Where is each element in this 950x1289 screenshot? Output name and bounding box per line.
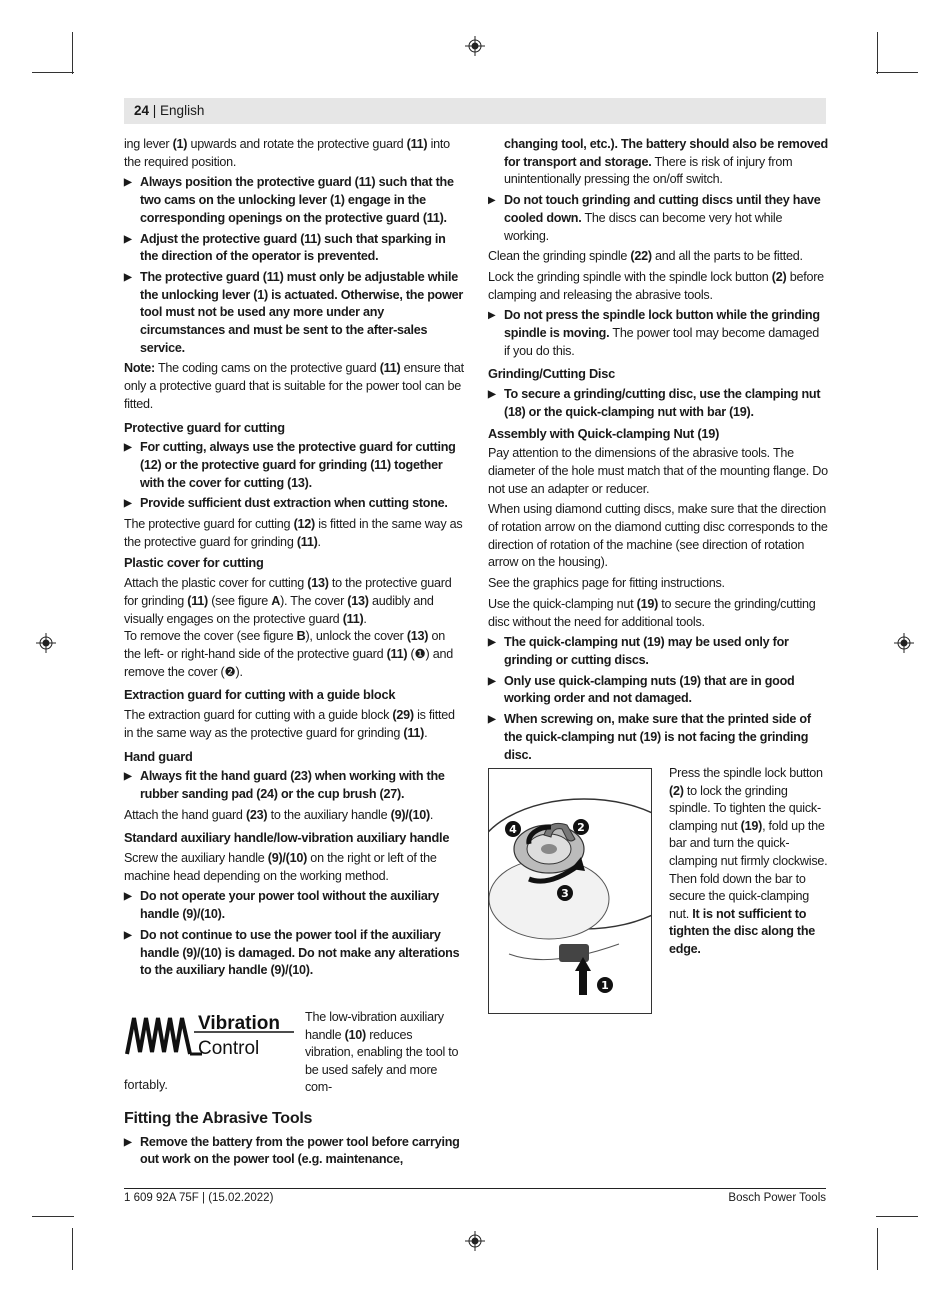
heading-assembly-quick-clamping: Assembly with Quick-clamping Nut (19) xyxy=(488,425,720,441)
intro-paragraph: ing lever (1) upwards and rotate the protective guard (11) into the required position. xyxy=(124,137,450,169)
crop-mark xyxy=(876,1216,918,1217)
heading-protective-guard-cutting: Protective guard for cutting xyxy=(124,419,285,435)
footer-rule xyxy=(124,1188,826,1189)
safety-bullet: ▶ Remove the battery from the power tool before carrying out work on the power tool (e.g. maintenance, xyxy=(124,1134,464,1169)
crop-mark xyxy=(877,1228,878,1270)
safety-bullet: ▶ Provide sufficient dust extraction when cutting stone. xyxy=(124,495,464,513)
header-separator: | xyxy=(149,103,161,118)
safety-bullet: ▶ The quick-clamping nut (19) may be used only for grinding or cutting discs. xyxy=(488,634,828,669)
page-header-band xyxy=(124,98,826,124)
footer-document-number: 1 609 92A 75F | (15.02.2022) xyxy=(124,1192,274,1204)
safety-bullet: ▶ To secure a grinding/cutting disc, use the clamping nut (18) or the quick-clamping nut with bar (19). xyxy=(488,386,828,421)
plastic-paragraph: Attach the plastic cover for cutting (13) to the protective guard for grinding (11) (see figure A). The cover (13) audibly and visually engages on the protective guard (11). xyxy=(124,576,452,626)
cutting-paragraph: The protective guard for cutting (12) is fitted in the same way as the protective guard for grinding (11). xyxy=(124,517,463,549)
safety-bullet: ▶ Do not continue to use the power tool if the auxiliary handle (9)/(10) is damaged. Do not make any alterations to the auxiliary handle (9)/(10). xyxy=(124,927,464,980)
hand-guard-paragraph: Attach the hand guard (23) to the auxiliary handle (9)/(10). xyxy=(124,807,434,822)
figure-caption-text: Press the spindle lock button (2) to lock the grinding spindle. To tighten the quick-clamping nut (19), fold up the bar and turn the quick-clamping nut firmly clockwise. Then fold down the bar to secure the quick-clamping nut. It is not sufficient to tighten the disc along the edge. xyxy=(669,766,828,956)
battery-continued: changing tool, etc.). The battery should also be removed for transport and storage. There is risk of injury from unintentionally pressing the on/off switch. xyxy=(504,137,828,187)
safety-bullet: ▶ When screwing on, make sure that the printed side of the quick-clamping nut (19) is not facing the grinding disc. xyxy=(488,711,828,764)
heading-extraction-guard: Extraction guard for cutting with a guide block xyxy=(124,687,396,703)
svg-text:Vibration: Vibration xyxy=(198,1013,280,1034)
safety-bullet: ▶ Adjust the protective guard (11) such that sparking in the direction of the operator is prevented. xyxy=(124,231,464,266)
heading-auxiliary-handle: Standard auxiliary handle/low-vibration auxiliary handle xyxy=(124,830,450,846)
svg-text:1: 1 xyxy=(601,979,609,992)
quick-clamping-paragraph: Use the quick-clamping nut (19) to secure the grinding/cutting disc without the need for additional tools. xyxy=(488,596,816,629)
note-paragraph: Note: The coding cams on the protective guard (11) ensure that only a protective guard that is suitable for the power tool can be fitted. xyxy=(124,361,464,411)
heading-grinding-cutting-disc: Grinding/Cutting Disc xyxy=(488,366,615,382)
heading-plastic-cover: Plastic cover for cutting xyxy=(124,555,264,571)
safety-bullet: ▶ Always position the protective guard (11) such that the two cams on the unlocking lever (1) engage in the corresponding openings on the protective guard (11). xyxy=(124,174,464,227)
auxiliary-paragraph: Screw the auxiliary handle (9)/(10) on the right or left of the machine head depending on the working method. xyxy=(124,851,437,883)
crop-mark xyxy=(32,1216,74,1217)
vibration-control-logo xyxy=(124,1012,299,1064)
safety-bullet: ▶ Do not press the spindle lock button while the grinding spindle is moving. The power tool may become damaged if you do this. xyxy=(488,307,828,360)
svg-text:Control: Control xyxy=(198,1038,260,1059)
registration-mark-icon xyxy=(894,633,914,653)
safety-bullet: ▶ Always fit the hand guard (23) when working with the rubber sanding pad (24) or the cup brush (27). xyxy=(124,768,464,803)
crop-mark xyxy=(32,72,74,73)
clean-paragraph: Clean the grinding spindle (22) and all the parts to be fitted. xyxy=(488,249,803,264)
crop-mark xyxy=(72,32,73,74)
left-column xyxy=(124,136,464,983)
safety-bullet: ▶ For cutting, always use the protective guard for cutting (12) or the protective guard for grinding (11) together with the cover for cutting (13). xyxy=(124,439,464,492)
vibration-control-paragraph: The low-vibration auxiliary handle (10) reduces vibration, enabling the tool to be used safely and more com- xyxy=(305,1010,459,1095)
left-column-bottom xyxy=(124,1100,464,1172)
safety-bullet: ▶ Only use quick-clamping nuts (19) that are in good working order and not damaged. xyxy=(488,673,828,708)
diamond-paragraph: When using diamond cutting discs, make sure that the direction of rotation arrow on the diamond cutting disc corresponds to the direction of rotation of the machine (see direction of rotation arrow on the housing). xyxy=(488,502,828,570)
footer-publisher: Bosch Power Tools xyxy=(728,1192,826,1204)
safety-bullet: ▶ Do not operate your power tool without the auxiliary handle (9)/(10). xyxy=(124,888,464,923)
svg-text:3: 3 xyxy=(561,887,569,900)
graphics-paragraph: See the graphics page for fitting instructions. xyxy=(488,576,725,591)
header-language: English xyxy=(160,103,205,118)
heading-hand-guard: Hand guard xyxy=(124,748,193,764)
vibration-control-continued: fortably. xyxy=(124,1078,168,1092)
page-number: 24 xyxy=(134,103,150,118)
lock-paragraph: Lock the grinding spindle with the spindle lock button (2) before clamping and releasing the abrasive tools. xyxy=(488,269,824,302)
dimensions-paragraph: Pay attention to the dimensions of the abrasive tools. The diameter of the hole must match that of the mounting flange. Do not use an adapter or reducer. xyxy=(488,446,828,496)
svg-text:2: 2 xyxy=(577,821,585,834)
right-column xyxy=(488,136,828,767)
safety-bullet: ▶ Do not touch grinding and cutting discs until they have cooled down. The discs can become very hot while working. xyxy=(488,192,828,245)
registration-mark-icon xyxy=(465,36,485,56)
crop-mark xyxy=(876,72,918,73)
registration-mark-icon xyxy=(36,633,56,653)
heading-fitting-abrasive-tools: Fitting the Abrasive Tools xyxy=(124,1110,313,1127)
safety-bullet: ▶ The protective guard (11) must only be adjustable while the unlocking lever (1) is actuated. Otherwise, the power tool must not be used any more under any circumstances and must be sent to the after-sales service. xyxy=(124,269,464,358)
remove-cover-paragraph: To remove the cover (see figure B), unlock the cover (13) on the left- or right-hand side of the protective guard (11) (❶) and remove the cover (❷). xyxy=(124,629,453,679)
registration-mark-icon xyxy=(465,1231,485,1251)
extraction-paragraph: The extraction guard for cutting with a guide block (29) is fitted in the same way as the protective guard for grinding (11). xyxy=(124,708,455,740)
quick-clamping-illustration xyxy=(489,769,651,1013)
svg-text:4: 4 xyxy=(509,823,517,836)
quick-clamping-figure xyxy=(488,768,652,1014)
crop-mark xyxy=(877,32,878,74)
page-header xyxy=(134,103,204,118)
crop-mark xyxy=(72,1228,73,1270)
